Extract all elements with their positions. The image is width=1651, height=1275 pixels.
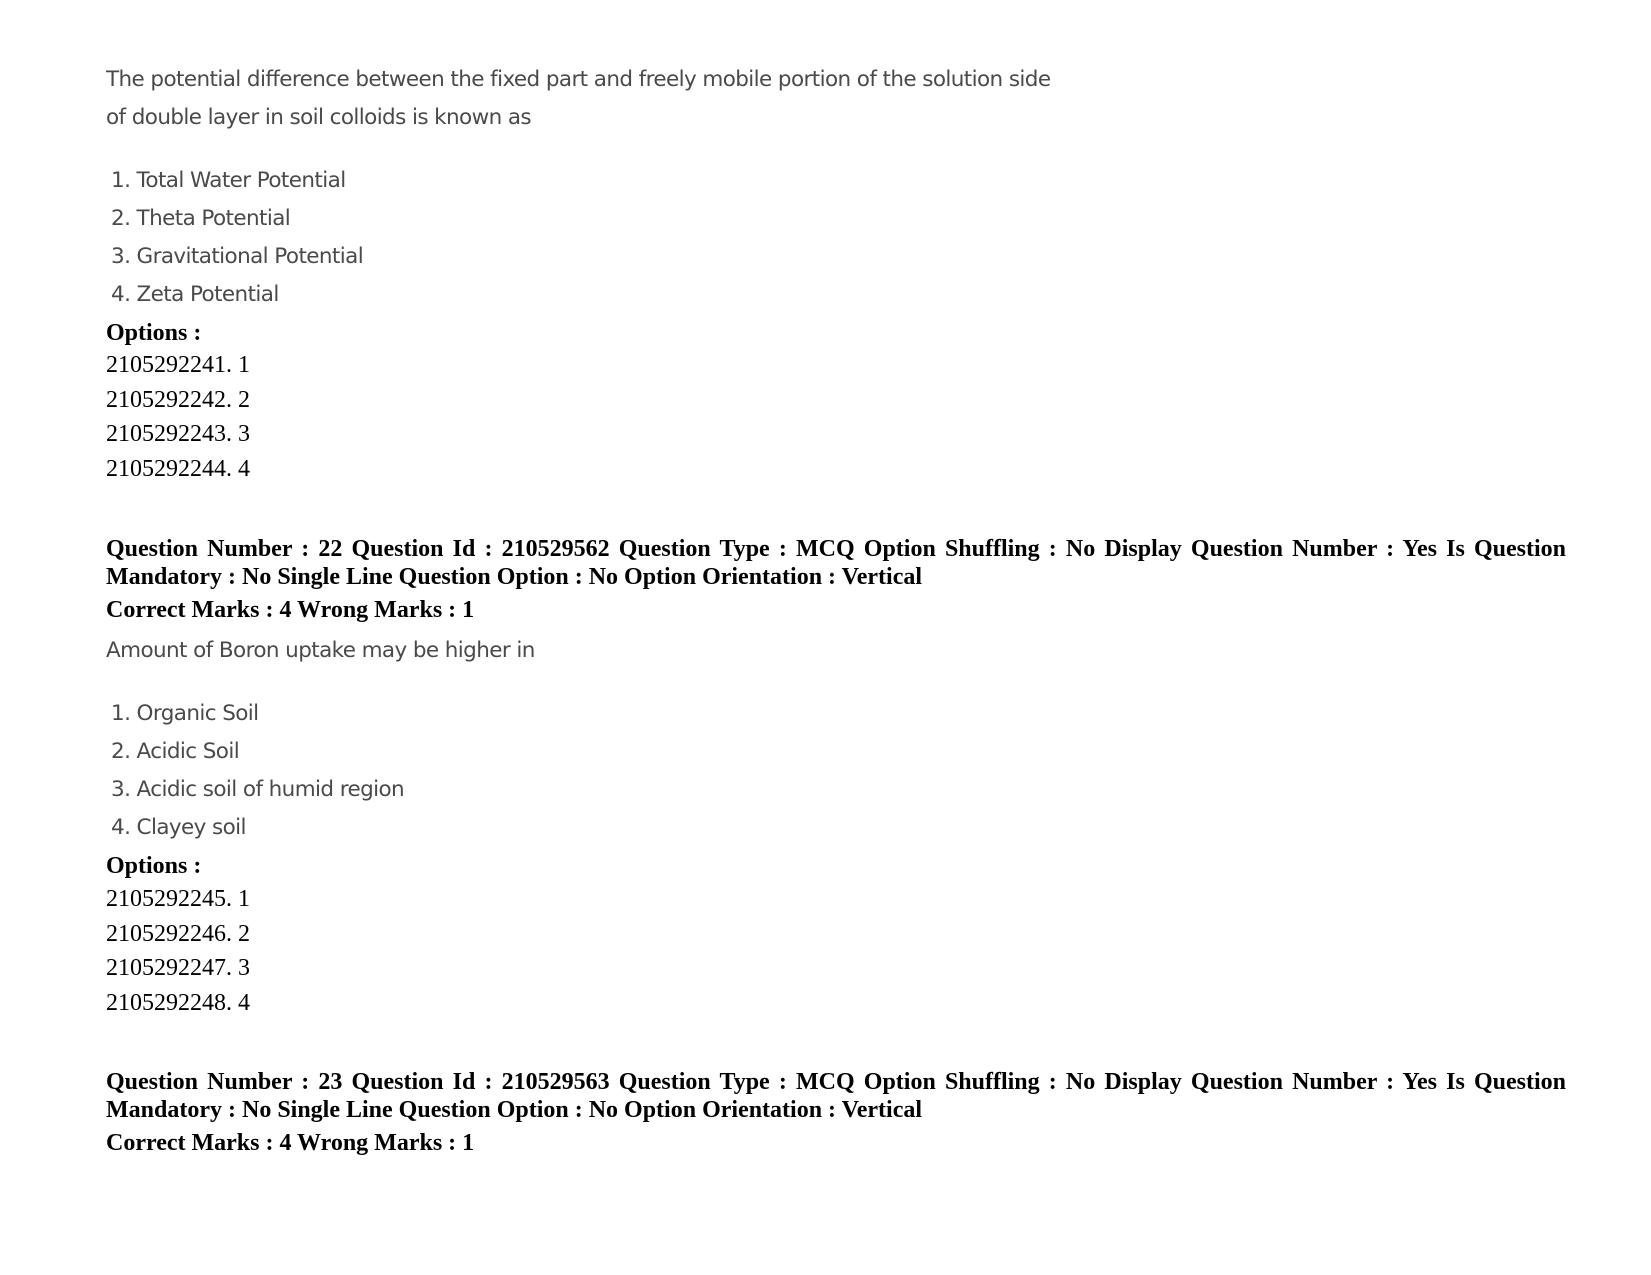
question-23-meta-line-2: Mandatory : No Single Line Question Option : No Option Orientation : Vertical <box>106 1097 923 1123</box>
question-22-choices <box>106 695 404 847</box>
question-22-marks: Correct Marks : 4 Wrong Marks : 1 <box>106 597 475 623</box>
question-22-options-label: Options : <box>106 853 202 879</box>
option-item: 2105292248. 4 <box>106 989 250 1016</box>
question-23-meta <box>106 1068 1566 1124</box>
question-21-text-line-2: of double layer in soil colloids is known as <box>106 105 532 130</box>
question-22-meta <box>106 535 1566 591</box>
question-22-meta-line-1: Question Number : 22 Question Id : 210529562 Question Type : MCQ Option Shuffling : No Display Question Number : Yes Is Question <box>106 536 1566 562</box>
option-item: 2105292245. 1 <box>106 886 250 912</box>
question-21-text <box>106 61 1050 137</box>
choice-item: 4. Zeta Potential <box>111 282 279 307</box>
question-23-marks: Correct Marks : 4 Wrong Marks : 1 <box>106 1130 475 1156</box>
question-23-meta-line-1: Question Number : 23 Question Id : 210529563 Question Type : MCQ Option Shuffling : No Display Question Number : Yes Is Question <box>106 1069 1566 1095</box>
option-item: 2105292244. 4 <box>106 455 250 482</box>
question-22-options <box>106 882 250 1020</box>
option-item: 2105292242. 2 <box>106 386 250 413</box>
question-21-options <box>106 348 250 486</box>
question-21-options-label: Options : <box>106 320 202 346</box>
choice-item: 3. Gravitational Potential <box>111 244 364 269</box>
choice-item: 4. Clayey soil <box>111 815 246 840</box>
choice-item: 2. Acidic Soil <box>111 739 240 764</box>
option-item: 2105292243. 3 <box>106 421 250 447</box>
question-22-meta-line-2: Mandatory : No Single Line Question Option : No Option Orientation : Vertical <box>106 564 923 590</box>
choice-item: 3. Acidic soil of humid region <box>111 777 405 802</box>
option-item: 2105292246. 2 <box>106 920 250 947</box>
choice-item: 1. Total Water Potential <box>111 168 346 193</box>
option-item: 2105292241. 1 <box>106 352 250 378</box>
question-22-text: Amount of Boron uptake may be higher in <box>106 638 535 663</box>
option-item: 2105292247. 3 <box>106 955 250 981</box>
choice-item: 1. Organic Soil <box>111 701 259 726</box>
question-21-choices <box>106 162 363 314</box>
question-21-text-line-1: The potential difference between the fixed part and freely mobile portion of the solution side <box>106 67 1051 92</box>
choice-item: 2. Theta Potential <box>111 206 291 231</box>
